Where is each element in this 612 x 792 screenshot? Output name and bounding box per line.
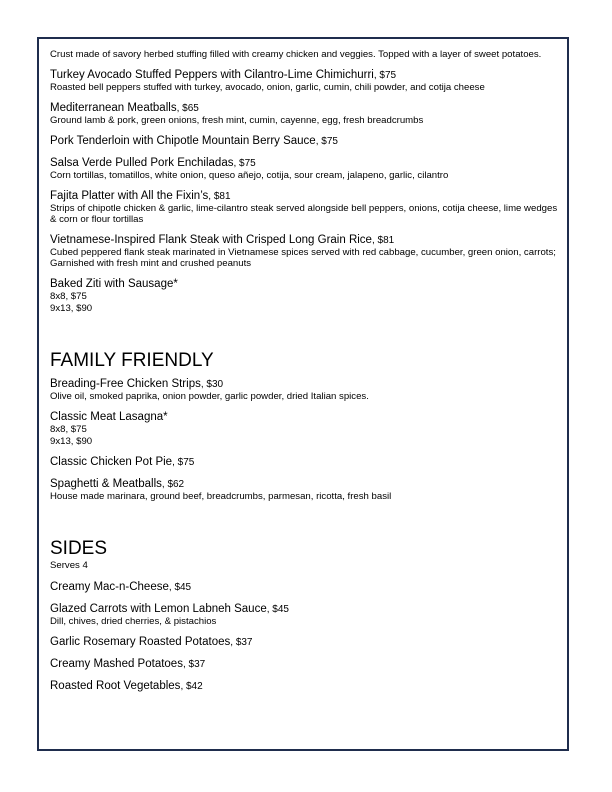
menu-item-description: House made marinara, ground beef, breadcrumbs, parmesan, ricotta, fresh basil xyxy=(50,491,392,502)
menu-item xyxy=(50,378,560,402)
menu-item-name: Classic Meat Lasagna* xyxy=(50,411,168,423)
menu-item xyxy=(50,581,560,594)
menu-item-price: $81 xyxy=(377,235,395,246)
menu-item-price: $30 xyxy=(206,379,224,390)
menu-item-name: Salsa Verde Pulled Pork Enchiladas xyxy=(50,157,234,169)
menu-item-description: Olive oil, smoked paprika, onion powder, garlic powder, dried Italian spices. xyxy=(50,391,369,402)
menu-item-size-option: 9x13, $90 xyxy=(50,302,93,314)
menu-item-title: Classic Chicken Pot Pie, $75 xyxy=(50,456,195,468)
menu-item xyxy=(50,658,560,671)
menu-item-price: $75 xyxy=(379,70,397,81)
menu-item-description: Dill, chives, dried cherries, & pistachios xyxy=(50,616,217,627)
menu-item-title: Breading-Free Chicken Strips, $30 xyxy=(50,378,224,390)
menu-item-description: Ground lamb & pork, green onions, fresh mint, cumin, cayenne, egg, fresh breadcrumbs xyxy=(50,115,424,126)
menu-item-name: Vietnamese-Inspired Flank Steak with Crisped Long Grain Rice xyxy=(50,234,372,246)
menu-item-title: Roasted Root Vegetables, $42 xyxy=(50,680,203,692)
menu-item-price: $75 xyxy=(177,457,195,468)
menu-item-name: Garlic Rosemary Roasted Potatoes xyxy=(50,636,231,648)
menu-item-name: Baked Ziti with Sausage* xyxy=(50,278,178,290)
menu-item-title xyxy=(50,411,560,424)
sides-serves-note: Serves 4 xyxy=(50,560,88,571)
menu-item-description: Roasted bell peppers stuffed with turkey, avocado, onion, garlic, cumin, chili powder, and cotija cheese xyxy=(50,82,485,93)
menu-item-title: Turkey Avocado Stuffed Peppers with Cilantro-Lime Chimichurri, $75 xyxy=(50,69,397,81)
menu-item-price: $42 xyxy=(186,681,203,692)
menu-item-title: Garlic Rosemary Roasted Potatoes, $37 xyxy=(50,636,253,648)
menu-item xyxy=(50,411,560,447)
menu-item xyxy=(50,157,560,181)
menu-item-price: $45 xyxy=(272,604,289,615)
intro-description: Crust made of savory herbed stuffing filled with creamy chicken and veggies. Topped with a layer of sweet potatoes. xyxy=(50,49,542,60)
menu-item-title: Creamy Mashed Potatoes, $37 xyxy=(50,658,206,670)
menu-item-title: Spaghetti & Meatballs, $62 xyxy=(50,478,185,490)
menu-item-name: Breading-Free Chicken Strips xyxy=(50,378,201,390)
menu-item-name: Roasted Root Vegetables xyxy=(50,680,181,692)
menu-item xyxy=(50,278,560,314)
family-section-title: FAMILY FRIENDLY xyxy=(50,350,214,371)
menu-item-description: Strips of chipotle chicken & garlic, lime-cilantro steak served alongside bell peppers, onions, cotija cheese, lime wedges & corn or flour tortillas xyxy=(50,203,558,225)
sides-list xyxy=(50,581,560,693)
menu-item-name: Classic Chicken Pot Pie xyxy=(50,456,173,468)
menu-item-price: $65 xyxy=(182,103,199,114)
menu-item-name: Mediterranean Meatballs xyxy=(50,102,177,114)
menu-item-name: Turkey Avocado Stuffed Peppers with Cilantro-Lime Chimichurri xyxy=(50,69,374,81)
menu-item-title: Vietnamese-Inspired Flank Steak with Crisped Long Grain Rice, $81 xyxy=(50,234,395,246)
sides-section-title: SIDES xyxy=(50,538,108,559)
menu-item-description: Cubed peppered flank steak marinated in Vietnamese spices served with red cabbage, cucumber, green onion, carrots; Garnished with fresh mint and crushed peanuts xyxy=(50,247,556,269)
menu-item xyxy=(50,69,560,93)
entrees-list xyxy=(50,69,560,314)
menu-item-price: $37 xyxy=(188,659,206,670)
menu-item-title: Creamy Mac-n-Cheese, $45 xyxy=(50,581,192,593)
menu-item-price: $81 xyxy=(213,191,231,202)
menu-item-title: Salsa Verde Pulled Pork Enchiladas, $75 xyxy=(50,157,256,169)
menu-item-title: Fajita Platter with All the Fixin’s, $81 xyxy=(50,190,231,202)
menu-item xyxy=(50,102,560,126)
menu-item-title: Glazed Carrots with Lemon Labneh Sauce, $45 xyxy=(50,603,289,615)
menu-item xyxy=(50,456,560,469)
menu-content xyxy=(50,49,560,702)
menu-item-name: Pork Tenderloin with Chipotle Mountain Berry Sauce xyxy=(50,135,316,147)
menu-item-size-option: 8x8, $75 xyxy=(50,424,87,435)
menu-item-name: Spaghetti & Meatballs xyxy=(50,478,162,490)
menu-item-price: $75 xyxy=(239,158,256,169)
menu-item-price: $37 xyxy=(235,637,253,648)
menu-item-price: $75 xyxy=(321,136,338,147)
menu-item-title: Mediterranean Meatballs, $65 xyxy=(50,102,199,114)
menu-item xyxy=(50,234,560,269)
menu-item xyxy=(50,135,560,148)
menu-item-name: Fajita Platter with All the Fixin’s xyxy=(50,190,209,202)
menu-item-description: Corn tortillas, tomatillos, white onion, queso añejo, cotija, sour cream, jalapeno, garlic, cilantro xyxy=(50,170,449,181)
menu-item xyxy=(50,478,560,502)
menu-item-name: Glazed Carrots with Lemon Labneh Sauce xyxy=(50,603,267,615)
menu-item-price: $45 xyxy=(174,582,192,593)
menu-item xyxy=(50,190,560,225)
menu-item-name: Creamy Mac-n-Cheese xyxy=(50,581,169,593)
menu-item xyxy=(50,636,560,649)
menu-item-price: $62 xyxy=(167,479,185,490)
menu-item-size-option: 9x13, $90 xyxy=(50,435,93,447)
family-list xyxy=(50,378,560,502)
menu-item-title xyxy=(50,278,560,291)
menu-item-size-option: 8x8, $75 xyxy=(50,291,87,302)
menu-item-name: Creamy Mashed Potatoes xyxy=(50,658,183,670)
menu-item xyxy=(50,603,560,627)
menu-item xyxy=(50,680,560,693)
menu-item-title: Pork Tenderloin with Chipotle Mountain Berry Sauce, $75 xyxy=(50,135,338,147)
